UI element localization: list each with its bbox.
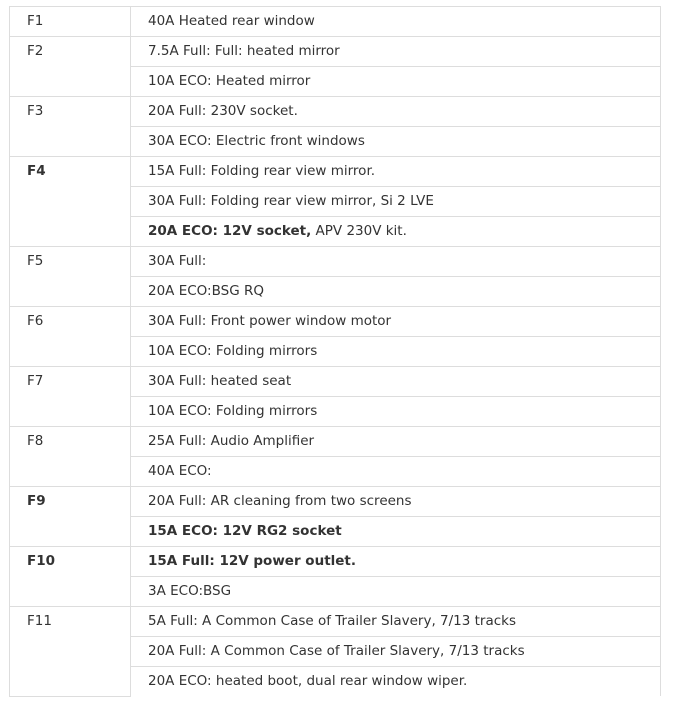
fuse-id-cell: F11	[10, 607, 131, 697]
fuse-id-cell: F2	[10, 37, 131, 97]
fuse-description-text: 7.5A Full: Full: heated mirror	[148, 43, 340, 59]
fuse-description-cell	[131, 397, 661, 427]
fuse-id-cell: F6	[10, 307, 131, 367]
fuse-row	[10, 97, 661, 127]
fuse-row	[10, 367, 661, 397]
fuse-description-text: 30A Full: heated seat	[148, 373, 292, 389]
fuse-row	[10, 547, 661, 577]
fuse-description-text: 40A ECO:	[148, 463, 212, 479]
fuse-id-cell: F8	[10, 427, 131, 487]
fuse-description-text: 30A Full: Folding rear view mirror, Si 2 LVE	[148, 193, 434, 209]
fuse-description-cell	[131, 217, 661, 247]
fuse-description-cell	[131, 637, 661, 667]
fuse-description-text: 15A Full: Folding rear view mirror.	[148, 163, 376, 179]
fuse-row	[10, 37, 661, 67]
fuse-description-cell	[131, 427, 661, 457]
fuse-row	[10, 157, 661, 187]
fuse-table-body	[10, 7, 661, 697]
fuse-row	[10, 247, 661, 277]
fuse-id-cell: F4	[10, 157, 131, 247]
fuse-description-text: 20A ECO:BSG RQ	[148, 283, 264, 299]
fuse-description-text: 40A Heated rear window	[148, 13, 315, 29]
fuse-description-text: 15A ECO: 12V RG2 socket	[148, 523, 342, 539]
fuse-description-text: 20A Full: 230V socket.	[148, 103, 298, 119]
fuse-id-cell: F1	[10, 7, 131, 37]
fuse-row	[10, 307, 661, 337]
fuse-description-cell	[131, 487, 661, 517]
fuse-description-cell	[131, 577, 661, 607]
fuse-description-text: 20A Full: AR cleaning from two screens	[148, 493, 412, 509]
fuse-description-text: 20A Full: A Common Case of Trailer Slavery, 7/13 tracks	[148, 643, 525, 659]
fuse-description-cell	[131, 307, 661, 337]
fuse-id-cell: F9	[10, 487, 131, 547]
fuse-row	[10, 427, 661, 457]
fuse-description-text: 30A Full: Front power window motor	[148, 313, 392, 329]
fuse-description-text: 10A ECO: Folding mirrors	[148, 403, 318, 419]
fuse-description-text: 3A ECO:BSG	[148, 583, 232, 599]
fuse-description-cell	[131, 97, 661, 127]
fuse-description-cell	[131, 517, 661, 547]
fuse-id-cell: F3	[10, 97, 131, 157]
fuse-id-cell: F5	[10, 247, 131, 307]
fuse-description-text: 5A Full: A Common Case of Trailer Slavery, 7/13 tracks	[148, 613, 517, 629]
fuse-row	[10, 7, 661, 37]
fuse-id-cell: F10	[10, 547, 131, 607]
fuse-description-cell	[131, 187, 661, 217]
fuse-description-text: 25A Full: Audio Amplifier	[148, 433, 315, 449]
fuse-description-text: 20A ECO: heated boot, dual rear window wiper.	[148, 673, 468, 689]
fuse-row	[10, 487, 661, 517]
fuse-description-text: 30A ECO: Electric front windows	[148, 133, 365, 149]
fuse-description-text: 30A Full:	[148, 253, 207, 269]
fuse-id-cell: F7	[10, 367, 131, 427]
fuse-description-text: 10A ECO: Heated mirror	[148, 73, 311, 89]
fuse-description-cell	[131, 157, 661, 187]
fuse-row	[10, 607, 661, 637]
fuse-description-text: 20A ECO: 12V socket,	[148, 223, 312, 239]
fuse-description-cell	[131, 367, 661, 397]
fuse-description-cell	[131, 457, 661, 487]
fuse-description-cell	[131, 67, 661, 97]
fuse-table	[9, 6, 661, 697]
fuse-description-cell	[131, 127, 661, 157]
fuse-description-cell	[131, 277, 661, 307]
fuse-description-text: 15A Full: 12V power outlet.	[148, 553, 357, 569]
fuse-description-text: 10A ECO: Folding mirrors	[148, 343, 318, 359]
fuse-description-cell	[131, 37, 661, 67]
fuse-description-cell	[131, 667, 661, 697]
fuse-description-cell	[131, 547, 661, 577]
fuse-description-cell	[131, 7, 661, 37]
fuse-description-cell	[131, 337, 661, 367]
fuse-description-text: APV 230V kit.	[311, 223, 407, 239]
fuse-description-cell	[131, 247, 661, 277]
fuse-description-cell	[131, 607, 661, 637]
